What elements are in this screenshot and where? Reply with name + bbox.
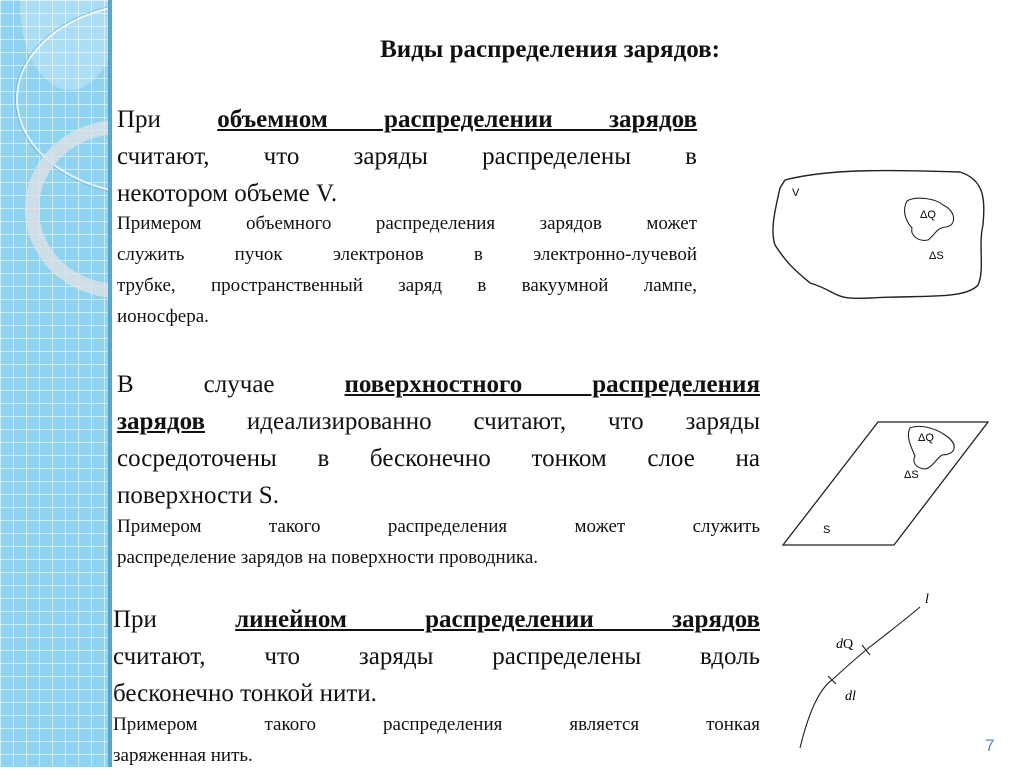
label-ds: ΔS <box>904 469 919 481</box>
label-dl: dl <box>845 689 856 704</box>
linear-section: При линейном распределении зарядов считают, что заряды распределены вдоль бесконечно тонкой нити. Примером такого распределения является тонкая заряженная нить. <box>113 606 760 766</box>
volume-section: При объемном распределении зарядов считают, что заряды распределены в некотором объеме V. Примером объемного распределения зарядов может служить пучок электронов в электронно-лучевой трубке, пространственный заряд в вакуумной лампе, ионосфера. <box>117 106 698 327</box>
line-diagram <box>800 607 920 748</box>
slide-title: Виды распределения зарядов: <box>380 36 720 63</box>
volume-diagram <box>773 170 984 298</box>
surface-diagram <box>783 422 988 545</box>
surface-section: В случае поверхностного распределения зарядов идеализированно считают, что заряды сосредоточены в бесконечно тонком слое на поверхности S. Примером такого распределения может служить распределение зарядов на поверхности проводника. <box>117 371 760 568</box>
label-l: l <box>925 592 929 607</box>
label-ds: ΔS <box>929 250 944 262</box>
term-volume: объемном распределении зарядов <box>217 106 698 133</box>
label-s: S <box>823 524 831 536</box>
label-v: V <box>792 187 800 199</box>
label-dq: ΔQ <box>918 432 934 444</box>
label-dq: ΔQ <box>920 209 936 221</box>
term-surface: поверхностного распределения <box>344 371 760 398</box>
label-dq: dQ <box>836 637 854 652</box>
page-number: 7 <box>985 736 995 755</box>
term-linear: линейном распределении зарядов <box>235 606 760 633</box>
